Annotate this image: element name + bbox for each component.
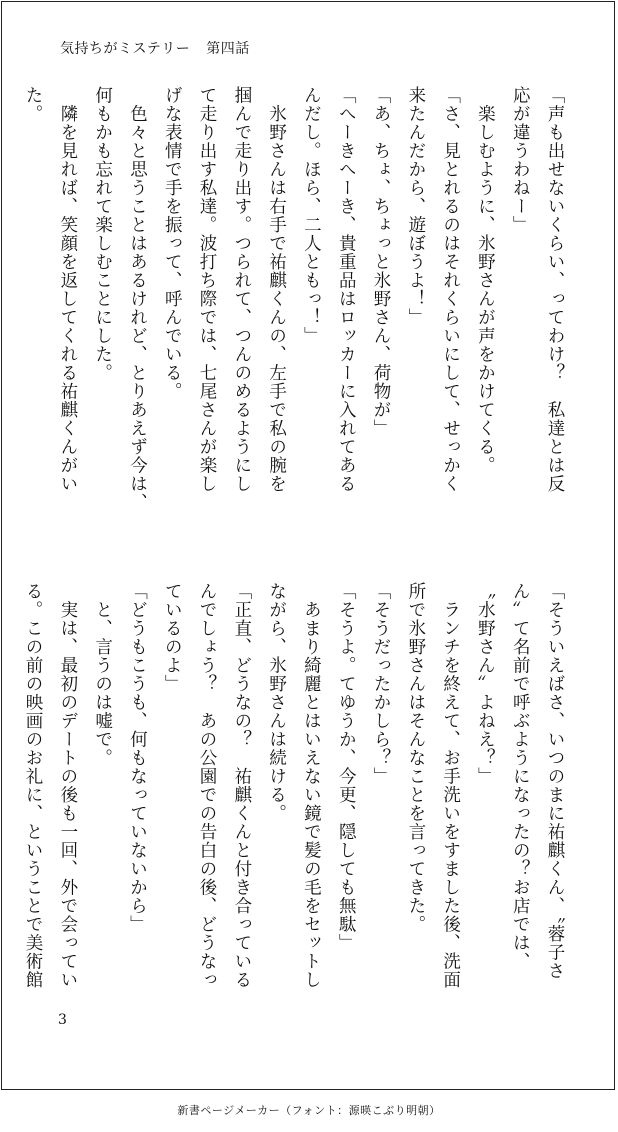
text-line: げな表情で手を振って、呼んでいる。 bbox=[162, 86, 183, 401]
text-line: 応が違うわねー」 bbox=[510, 86, 531, 234]
text-line: んでしょう？ あの公園での告白の後、どうなっ bbox=[197, 582, 218, 989]
text-line: た。 bbox=[23, 86, 44, 123]
page-number: 3 bbox=[58, 1012, 67, 1028]
book-title: 気持ちがミステリー bbox=[60, 41, 191, 57]
text-line: 「そうよ。てゆうか、今更、隠しても無駄」 bbox=[336, 582, 357, 952]
text-line: んだし。ほら、二人ともっ！」 bbox=[301, 86, 322, 345]
text-line: 隣を見れば、笑顔を返してくれる祐麒くんがい bbox=[57, 86, 78, 493]
text-line: 氷野さんは右手で祐麒くんの、左手で私の腕を bbox=[266, 86, 287, 493]
book-page bbox=[1, 1, 615, 1090]
text-line: ているのよ」 bbox=[162, 582, 183, 693]
text-line: 掴んで走り出す。つられて、つんのめるようにし bbox=[231, 86, 252, 493]
text-line: 「へーきへーき、貴重品はロッカーに入れてある bbox=[336, 86, 357, 493]
text-line: ながら、氷野さんは続ける。 bbox=[266, 582, 287, 823]
text-line: 所で氷野さんはそんなことを言ってきた。 bbox=[405, 582, 426, 934]
text-line: 「あ、ちょ、ちょっと氷野さん、荷物が」 bbox=[371, 86, 392, 438]
text-line: 実は、最初のデートの後も一回、外で会ってい bbox=[57, 582, 78, 989]
upper-text-block bbox=[23, 86, 572, 538]
text-line: 来たんだから、遊ぼうよ！」 bbox=[405, 86, 426, 327]
text-line: 何もかも忘れて楽しむことにした。 bbox=[92, 86, 113, 382]
text-line: 「そうだったかしら？」 bbox=[371, 582, 392, 786]
text-line: 色々と思うことはあるけれど、とりあえず今は、 bbox=[127, 86, 148, 512]
text-line: ランチを終えて、お手洗いをすました後、洗面 bbox=[440, 582, 461, 989]
text-line: 「声も出せないくらい、ってわけ？ 私達とは反 bbox=[545, 86, 565, 493]
text-line: 「そういえばさ、いつのまに祐麒くん、〝蓉子さ bbox=[545, 582, 565, 981]
text-line: 「どうもこうも、何もなっていないから」 bbox=[127, 582, 148, 934]
chapter-label: 第四話 bbox=[206, 41, 250, 57]
footer-caption: 新書ページメーカー（フォント：源暎こぶり明朝） bbox=[177, 1104, 441, 1117]
text-line: あまり綺麗とはいえない鏡で髪の毛をセットし bbox=[301, 582, 322, 989]
text-line: て走り出す私達。波打ち際では、七尾さんが楽し bbox=[197, 86, 218, 493]
text-line: 「正直、どうなの？ 祐麒くんと付き合っている bbox=[231, 582, 252, 989]
text-line: 「さ、見とれるのはそれくらいにして、せっかく bbox=[440, 86, 461, 493]
text-line: る。この前の映画のお礼に、ということで美術館 bbox=[23, 582, 44, 989]
running-header bbox=[60, 38, 250, 58]
text-line: 楽しむように、氷野さんが声をかけてくる。 bbox=[475, 86, 496, 475]
text-line: 〝水野さん〟よねえ？」 bbox=[475, 582, 496, 786]
lower-text-block bbox=[23, 582, 572, 1002]
text-line: ん〟て名前で呼ぶようになったの？お店では、 bbox=[510, 582, 531, 971]
text-line: と、言うのは嘘で。 bbox=[92, 582, 113, 767]
